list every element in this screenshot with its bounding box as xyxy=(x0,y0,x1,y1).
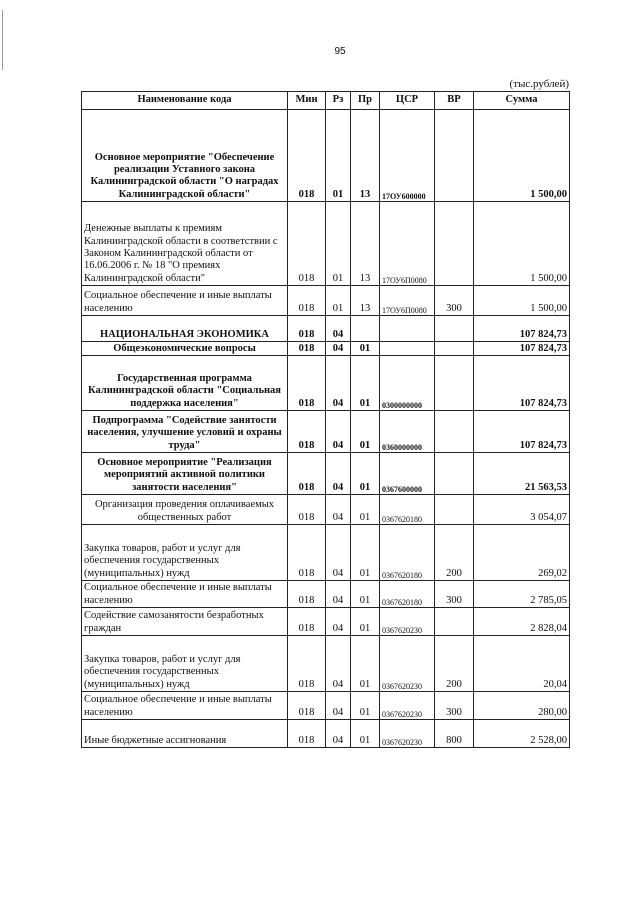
row-name: Закупка товаров, работ и услуг для обеспечения государственных (муниципальных) нужд xyxy=(82,636,288,692)
row-sum: 20,04 xyxy=(474,636,570,692)
row-rz: 04 xyxy=(326,411,351,453)
table-row xyxy=(82,286,570,316)
row-min: 018 xyxy=(288,453,326,495)
table-row xyxy=(82,342,570,356)
row-rz: 04 xyxy=(326,342,351,356)
header-pr: Пр xyxy=(351,92,380,110)
row-pr: 01 xyxy=(351,495,380,525)
row-csr xyxy=(380,342,435,356)
table-row xyxy=(82,525,570,581)
row-name: Содействие самозанятости безработных граждан xyxy=(82,608,288,636)
row-min: 018 xyxy=(288,636,326,692)
row-min: 018 xyxy=(288,525,326,581)
row-sum: 1 500,00 xyxy=(474,110,570,202)
row-name: Подпрограмма "Содействие занятости населения, улучшение условий и охраны труда" xyxy=(82,411,288,453)
header-rz: Рз xyxy=(326,92,351,110)
row-vr: 800 xyxy=(435,720,474,748)
table-row xyxy=(82,356,570,411)
row-name: Государственная программа Калининградской области "Социальная поддержка населения" xyxy=(82,356,288,411)
row-vr xyxy=(435,608,474,636)
row-sum: 3 054,07 xyxy=(474,495,570,525)
row-min: 018 xyxy=(288,581,326,608)
row-vr xyxy=(435,110,474,202)
row-min: 018 xyxy=(288,608,326,636)
table-header-row xyxy=(82,92,570,110)
row-vr xyxy=(435,453,474,495)
row-rz: 01 xyxy=(326,202,351,286)
row-csr: 0367620180 xyxy=(380,581,435,608)
row-csr: 0367620230 xyxy=(380,608,435,636)
row-sum: 21 563,53 xyxy=(474,453,570,495)
row-csr: 17ОУ6П0080 xyxy=(380,202,435,286)
row-vr xyxy=(435,342,474,356)
row-name: Организация проведения оплачиваемых общественных работ xyxy=(82,495,288,525)
row-name: Общеэкономические вопросы xyxy=(82,342,288,356)
row-min: 018 xyxy=(288,202,326,286)
row-min: 018 xyxy=(288,316,326,342)
row-min: 018 xyxy=(288,692,326,720)
row-pr: 01 xyxy=(351,525,380,581)
row-sum: 107 824,73 xyxy=(474,316,570,342)
row-vr: 300 xyxy=(435,692,474,720)
row-sum: 269,02 xyxy=(474,525,570,581)
row-min: 018 xyxy=(288,286,326,316)
header-vr: ВР xyxy=(435,92,474,110)
row-rz: 04 xyxy=(326,453,351,495)
row-rz: 04 xyxy=(326,581,351,608)
row-rz: 04 xyxy=(326,316,351,342)
row-vr: 300 xyxy=(435,581,474,608)
row-rz: 04 xyxy=(326,720,351,748)
table-row xyxy=(82,453,570,495)
header-sum: Сумма xyxy=(474,92,570,110)
row-pr: 01 xyxy=(351,720,380,748)
table-row xyxy=(82,110,570,202)
row-csr: 17ОУ6П0080 xyxy=(380,286,435,316)
row-vr xyxy=(435,202,474,286)
row-name: Основное мероприятие "Реализация мероприятий активной политики занятости населения" xyxy=(82,453,288,495)
row-vr xyxy=(435,411,474,453)
row-vr xyxy=(435,356,474,411)
row-pr: 13 xyxy=(351,202,380,286)
table-row xyxy=(82,202,570,286)
row-vr: 200 xyxy=(435,525,474,581)
row-pr: 01 xyxy=(351,342,380,356)
row-csr: 0367620180 xyxy=(380,525,435,581)
row-pr: 01 xyxy=(351,636,380,692)
row-csr: 0300000000 xyxy=(380,356,435,411)
row-sum: 107 824,73 xyxy=(474,342,570,356)
row-rz: 04 xyxy=(326,608,351,636)
row-pr: 01 xyxy=(351,608,380,636)
header-name: Наименование кода xyxy=(82,92,288,110)
row-rz: 01 xyxy=(326,110,351,202)
row-sum: 280,00 xyxy=(474,692,570,720)
row-name: Основное мероприятие "Обеспечение реализации Уставного закона Калининградской области "О наградах Калининградской области" xyxy=(82,110,288,202)
row-vr xyxy=(435,316,474,342)
row-csr: 0367620230 xyxy=(380,636,435,692)
row-min: 018 xyxy=(288,342,326,356)
budget-table xyxy=(81,91,570,748)
row-csr: 0367620180 xyxy=(380,495,435,525)
units-label: (тыс.рублей) xyxy=(509,78,569,90)
table-row xyxy=(82,411,570,453)
scan-margin-mark xyxy=(2,10,3,70)
row-sum: 2 528,00 xyxy=(474,720,570,748)
row-csr: 0367600000 xyxy=(380,453,435,495)
row-vr: 300 xyxy=(435,286,474,316)
row-sum: 2 785,05 xyxy=(474,581,570,608)
row-rz: 04 xyxy=(326,495,351,525)
row-name: Закупка товаров, работ и услуг для обеспечения государственных (муниципальных) нужд xyxy=(82,525,288,581)
row-rz: 04 xyxy=(326,525,351,581)
row-name: Социальное обеспечение и иные выплаты населению xyxy=(82,692,288,720)
table-row xyxy=(82,581,570,608)
row-rz: 04 xyxy=(326,356,351,411)
row-min: 018 xyxy=(288,411,326,453)
page-number: 95 xyxy=(334,46,346,57)
table-row xyxy=(82,608,570,636)
row-rz: 01 xyxy=(326,286,351,316)
header-min: Мин xyxy=(288,92,326,110)
row-sum: 107 824,73 xyxy=(474,411,570,453)
header-csr: ЦСР xyxy=(380,92,435,110)
row-min: 018 xyxy=(288,110,326,202)
row-min: 018 xyxy=(288,495,326,525)
row-min: 018 xyxy=(288,720,326,748)
row-sum: 107 824,73 xyxy=(474,356,570,411)
row-pr: 13 xyxy=(351,286,380,316)
row-vr: 200 xyxy=(435,636,474,692)
row-csr: 0360000000 xyxy=(380,411,435,453)
row-pr: 01 xyxy=(351,356,380,411)
row-csr: 0367620230 xyxy=(380,692,435,720)
row-pr: 01 xyxy=(351,411,380,453)
row-sum: 2 828,04 xyxy=(474,608,570,636)
row-name: Иные бюджетные ассигнования xyxy=(82,720,288,748)
row-csr xyxy=(380,316,435,342)
table-row xyxy=(82,720,570,748)
row-name: НАЦИОНАЛЬНАЯ ЭКОНОМИКА xyxy=(82,316,288,342)
row-name: Социальное обеспечение и иные выплаты населению xyxy=(82,286,288,316)
row-name: Денежные выплаты к премиям Калининградской области в соответствии с Законом Калининградской области от 16.06.2006 г. № 18 "О премиях Калининградской области" xyxy=(82,202,288,286)
row-rz: 04 xyxy=(326,636,351,692)
row-min: 018 xyxy=(288,356,326,411)
row-pr: 01 xyxy=(351,453,380,495)
row-rz: 04 xyxy=(326,692,351,720)
row-pr: 13 xyxy=(351,110,380,202)
row-pr: 01 xyxy=(351,692,380,720)
row-csr: 17ОУ600000 xyxy=(380,110,435,202)
row-pr: 01 xyxy=(351,581,380,608)
table-row xyxy=(82,316,570,342)
row-name: Социальное обеспечение и иные выплаты населению xyxy=(82,581,288,608)
row-csr: 0367620230 xyxy=(380,720,435,748)
row-sum: 1 500,00 xyxy=(474,286,570,316)
row-sum: 1 500,00 xyxy=(474,202,570,286)
table-row xyxy=(82,692,570,720)
table-row xyxy=(82,495,570,525)
table-row xyxy=(82,636,570,692)
row-pr xyxy=(351,316,380,342)
row-vr xyxy=(435,495,474,525)
